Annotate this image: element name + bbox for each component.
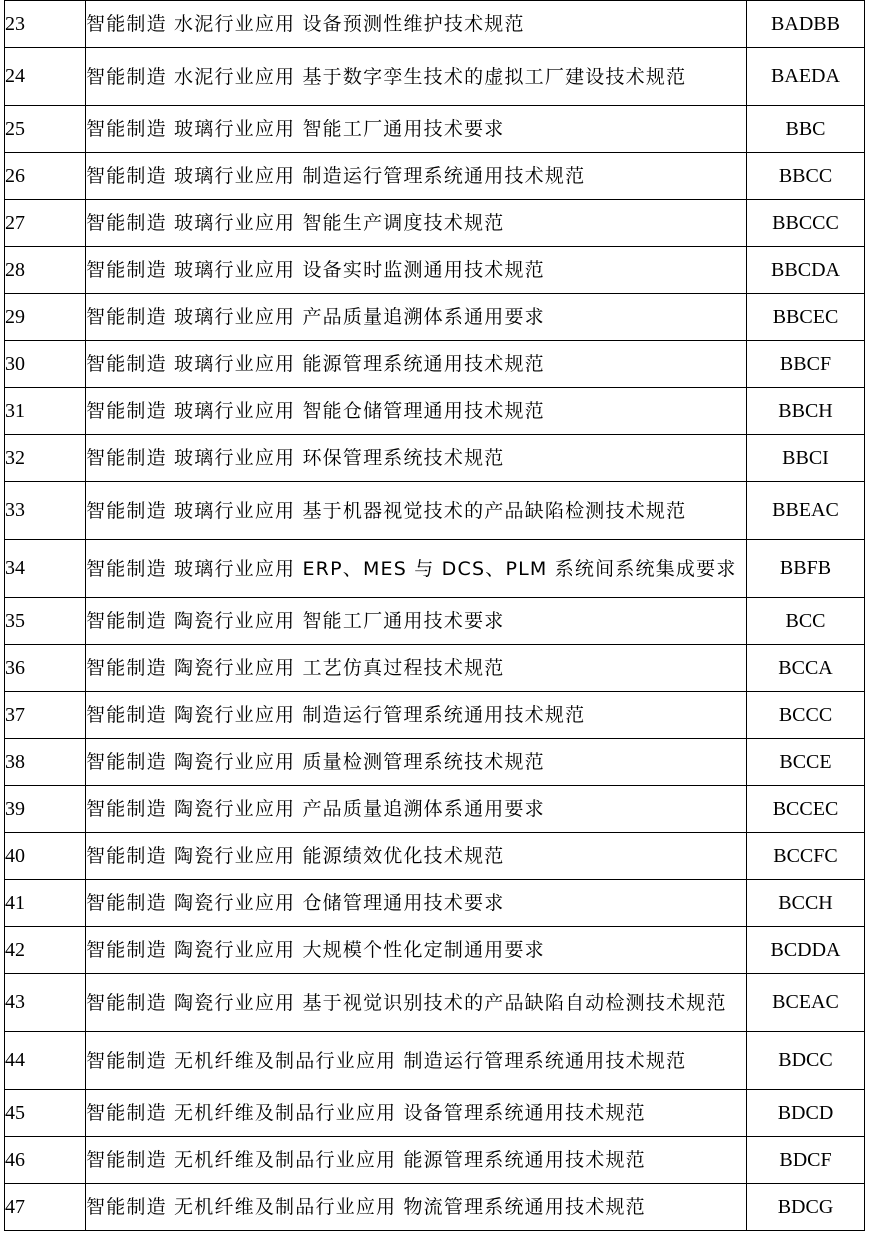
table-row bbox=[5, 388, 865, 435]
standard-code: BCDDA bbox=[747, 927, 865, 974]
row-number: 35 bbox=[5, 598, 86, 645]
standard-name: 智能制造 水泥行业应用 基于数字孪生技术的虚拟工厂建设技术规范 bbox=[86, 48, 747, 106]
row-number: 36 bbox=[5, 645, 86, 692]
standard-code: BCCE bbox=[747, 739, 865, 786]
standard-name: 智能制造 玻璃行业应用 能源管理系统通用技术规范 bbox=[86, 341, 747, 388]
standard-code: BBCEC bbox=[747, 294, 865, 341]
standard-name: 智能制造 玻璃行业应用 基于机器视觉技术的产品缺陷检测技术规范 bbox=[86, 482, 747, 540]
row-number: 41 bbox=[5, 880, 86, 927]
row-number: 31 bbox=[5, 388, 86, 435]
row-number: 44 bbox=[5, 1032, 86, 1090]
table-row bbox=[5, 1090, 865, 1137]
standard-code: BDCD bbox=[747, 1090, 865, 1137]
standard-name: 智能制造 陶瓷行业应用 智能工厂通用技术要求 bbox=[86, 598, 747, 645]
standard-name: 智能制造 玻璃行业应用 环保管理系统技术规范 bbox=[86, 435, 747, 482]
standard-name: 智能制造 陶瓷行业应用 大规模个性化定制通用要求 bbox=[86, 927, 747, 974]
row-number: 24 bbox=[5, 48, 86, 106]
row-number: 23 bbox=[5, 1, 86, 48]
standard-name: 智能制造 水泥行业应用 设备预测性维护技术规范 bbox=[86, 1, 747, 48]
row-number: 30 bbox=[5, 341, 86, 388]
row-number: 47 bbox=[5, 1184, 86, 1231]
table-row bbox=[5, 482, 865, 540]
standard-code: BCEAC bbox=[747, 974, 865, 1032]
standard-name: 智能制造 无机纤维及制品行业应用 能源管理系统通用技术规范 bbox=[86, 1137, 747, 1184]
table-row bbox=[5, 106, 865, 153]
standard-code: BBCI bbox=[747, 435, 865, 482]
row-number: 42 bbox=[5, 927, 86, 974]
standard-name: 智能制造 玻璃行业应用 智能仓储管理通用技术规范 bbox=[86, 388, 747, 435]
standards-table-body bbox=[5, 1, 865, 1231]
table-row bbox=[5, 294, 865, 341]
row-number: 33 bbox=[5, 482, 86, 540]
table-row bbox=[5, 153, 865, 200]
table-row bbox=[5, 1137, 865, 1184]
standard-name: 智能制造 陶瓷行业应用 能源绩效优化技术规范 bbox=[86, 833, 747, 880]
standard-code: BBCC bbox=[747, 153, 865, 200]
row-number: 37 bbox=[5, 692, 86, 739]
standard-code: BCCH bbox=[747, 880, 865, 927]
standard-name: 智能制造 无机纤维及制品行业应用 物流管理系统通用技术规范 bbox=[86, 1184, 747, 1231]
standard-name: 智能制造 陶瓷行业应用 工艺仿真过程技术规范 bbox=[86, 645, 747, 692]
standard-code: BDCF bbox=[747, 1137, 865, 1184]
standard-code: BDCC bbox=[747, 1032, 865, 1090]
table-row bbox=[5, 247, 865, 294]
table-row bbox=[5, 692, 865, 739]
table-row bbox=[5, 1, 865, 48]
row-number: 39 bbox=[5, 786, 86, 833]
table-row bbox=[5, 974, 865, 1032]
standard-name: 智能制造 陶瓷行业应用 产品质量追溯体系通用要求 bbox=[86, 786, 747, 833]
table-row bbox=[5, 200, 865, 247]
standard-name: 智能制造 陶瓷行业应用 制造运行管理系统通用技术规范 bbox=[86, 692, 747, 739]
row-number: 27 bbox=[5, 200, 86, 247]
standard-name: 智能制造 玻璃行业应用 设备实时监测通用技术规范 bbox=[86, 247, 747, 294]
row-number: 28 bbox=[5, 247, 86, 294]
standard-name: 智能制造 玻璃行业应用 智能工厂通用技术要求 bbox=[86, 106, 747, 153]
standard-code: BBCDA bbox=[747, 247, 865, 294]
standard-code: BBCCC bbox=[747, 200, 865, 247]
standard-name: 智能制造 玻璃行业应用 智能生产调度技术规范 bbox=[86, 200, 747, 247]
standard-code: BADBB bbox=[747, 1, 865, 48]
row-number: 25 bbox=[5, 106, 86, 153]
row-number: 43 bbox=[5, 974, 86, 1032]
row-number: 29 bbox=[5, 294, 86, 341]
table-row bbox=[5, 739, 865, 786]
standard-code: BBEAC bbox=[747, 482, 865, 540]
row-number: 34 bbox=[5, 540, 86, 598]
standard-code: BCCFC bbox=[747, 833, 865, 880]
standard-name: 智能制造 玻璃行业应用 制造运行管理系统通用技术规范 bbox=[86, 153, 747, 200]
standard-name: 智能制造 无机纤维及制品行业应用 设备管理系统通用技术规范 bbox=[86, 1090, 747, 1137]
row-number: 38 bbox=[5, 739, 86, 786]
table-row bbox=[5, 786, 865, 833]
standard-code: BBCF bbox=[747, 341, 865, 388]
row-number: 40 bbox=[5, 833, 86, 880]
standard-name: 智能制造 无机纤维及制品行业应用 制造运行管理系统通用技术规范 bbox=[86, 1032, 747, 1090]
table-row bbox=[5, 927, 865, 974]
standard-name: 智能制造 陶瓷行业应用 仓储管理通用技术要求 bbox=[86, 880, 747, 927]
table-row bbox=[5, 1032, 865, 1090]
table-row bbox=[5, 598, 865, 645]
row-number: 26 bbox=[5, 153, 86, 200]
table-row bbox=[5, 1184, 865, 1231]
row-number: 45 bbox=[5, 1090, 86, 1137]
table-row bbox=[5, 833, 865, 880]
standard-code: BAEDA bbox=[747, 48, 865, 106]
standard-name: 智能制造 玻璃行业应用 ERP、MES 与 DCS、PLM 系统间系统集成要求 bbox=[86, 540, 747, 598]
table-row bbox=[5, 48, 865, 106]
standard-code: BBCH bbox=[747, 388, 865, 435]
standard-name: 智能制造 陶瓷行业应用 基于视觉识别技术的产品缺陷自动检测技术规范 bbox=[86, 974, 747, 1032]
standard-code: BCCA bbox=[747, 645, 865, 692]
standard-code: BCCC bbox=[747, 692, 865, 739]
standard-code: BDCG bbox=[747, 1184, 865, 1231]
standard-name: 智能制造 陶瓷行业应用 质量检测管理系统技术规范 bbox=[86, 739, 747, 786]
standard-code: BCC bbox=[747, 598, 865, 645]
table-row bbox=[5, 341, 865, 388]
table-row bbox=[5, 540, 865, 598]
table-row bbox=[5, 435, 865, 482]
row-number: 46 bbox=[5, 1137, 86, 1184]
table-row bbox=[5, 880, 865, 927]
standards-table bbox=[4, 0, 865, 1231]
standard-code: BBFB bbox=[747, 540, 865, 598]
table-row bbox=[5, 645, 865, 692]
standard-code: BCCEC bbox=[747, 786, 865, 833]
row-number: 32 bbox=[5, 435, 86, 482]
standard-name: 智能制造 玻璃行业应用 产品质量追溯体系通用要求 bbox=[86, 294, 747, 341]
standard-code: BBC bbox=[747, 106, 865, 153]
